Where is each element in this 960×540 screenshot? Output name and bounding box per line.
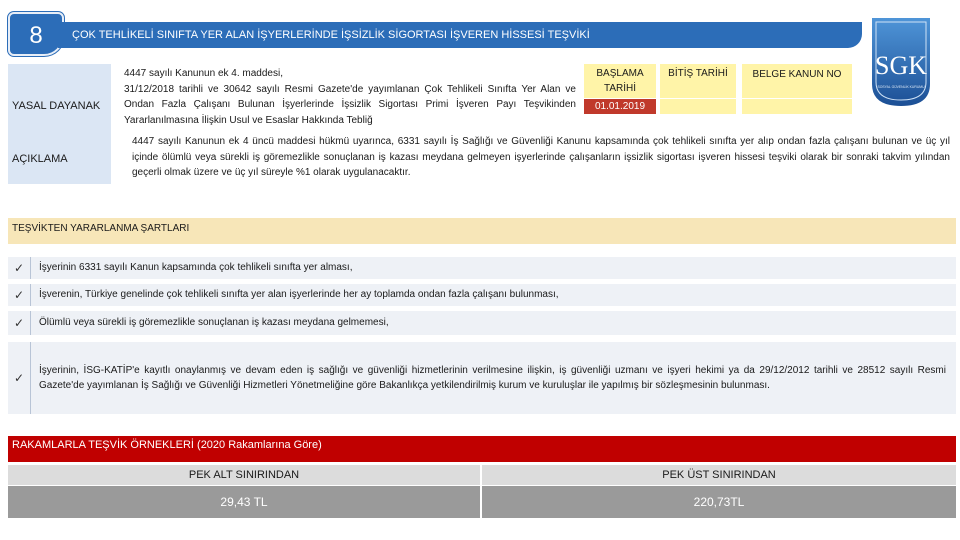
bitis-tarihi-value bbox=[660, 99, 736, 114]
pek-alt-header: PEK ALT SINIRINDAN bbox=[8, 465, 480, 485]
sartlar-title: TEŞVİKTEN YARARLANMA ŞARTLARI bbox=[8, 218, 956, 244]
yasal-dayanak-body: 31/12/2018 tarihli ve 30642 sayılı Resmi Gazete'de yayımlanan Çok Tehlikeli Sınıfta Yer Alan ve Ondan Fazla Çalışanı Bulunan İşyerlerinde İşsizlik Sigortası Primi İşveren Payı Teşvikinden Yararlanılmasına İlişkin Usul ve Esaslar Hakkında Tebliğ bbox=[124, 83, 576, 126]
aciklama-text: 4447 sayılı Kanunun ek 4 üncü maddesi hükmü uyarınca, 6331 sayılı İş Sağlığı ve Güvenliği Kanunu kapsamında çok tehlikeli sınıfta yer alıp ondan fazla çalışanı bulunan ve üç yıl içinde ölümlü veya sürekli iş göremezlikle sonuçlanan iş kazası meydana gelmeyen işyerlerinde çalışanların işsizlik sigortası işveren hissesi teşviki olarak bir sonraki takvim yılından geçerli olmak üzere ve üç yıl süreyle %1 olarak uygulanacaktır. bbox=[132, 136, 950, 178]
yasal-dayanak-text bbox=[124, 66, 576, 128]
condition-item bbox=[8, 311, 956, 335]
condition-text: İşyerinin, İSG-KATİP'e kayıtlı onaylanmış ve devam eden iş sağlığı ve güvenliği hizmetlerinin verilmesine ilişkin, iş güvenliği uzmanı ve işyeri hekimi ya da 29/12/2012 tarihli ve 28512 sayılı Resmi Gazete'de yayımlanan İş Sağlığı ve Güvenliği Hizmetleri Yönetmeliğine göre Bakanlıkça yetkilendirilmiş kurum ve kuruluşlar ile yapılmış bir sözleşmesinin bulunması. bbox=[30, 342, 956, 414]
check-icon: ✓ bbox=[13, 371, 25, 385]
belge-kanun-no-value bbox=[742, 99, 852, 114]
check-icon: ✓ bbox=[13, 288, 25, 302]
logo-text: SGK bbox=[874, 51, 928, 80]
pek-ust-value: 220,73TL bbox=[482, 486, 956, 518]
check-icon: ✓ bbox=[13, 316, 25, 330]
yasal-dayanak-line1: 4447 sayılı Kanunun ek 4. maddesi, bbox=[124, 68, 283, 79]
condition-text: İşyerinin 6331 sayılı Kanun kapsamında çok tehlikeli sınıfta yer alması, bbox=[30, 257, 956, 279]
sgk-logo-icon bbox=[866, 16, 936, 108]
page-title: ÇOK TEHLİKELİ SINIFTA YER ALAN İŞYERLERİNDE İŞSİZLİK SİGORTASI İŞVEREN HİSSESİ TEŞVİKİ bbox=[58, 22, 862, 48]
belge-kanun-no-header: BELGE KANUN NO bbox=[742, 64, 852, 98]
baslama-tarihi-value: 01.01.2019 bbox=[584, 99, 656, 114]
condition-text: İşverenin, Türkiye genelinde çok tehlikeli sınıfta yer alan işyerlerinde her ay toplamda ondan fazla çalışanı bulunması, bbox=[30, 284, 956, 306]
check-icon: ✓ bbox=[13, 261, 25, 275]
condition-item bbox=[8, 284, 956, 306]
condition-item bbox=[8, 342, 956, 414]
condition-text: Ölümlü veya sürekli iş göremezlikle sonuçlanan iş kazası meydana gelmemesi, bbox=[30, 311, 956, 335]
logo-subtext: SOSYAL GÜVENLİK KURUMU bbox=[877, 85, 925, 89]
section-number-badge: 8 bbox=[8, 12, 64, 56]
condition-item bbox=[8, 257, 956, 279]
bitis-tarihi-header: BİTİŞ TARİHİ bbox=[660, 64, 736, 98]
pek-alt-value: 29,43 TL bbox=[8, 486, 480, 518]
yasal-dayanak-label: YASAL DAYANAK bbox=[8, 64, 111, 148]
aciklama-label: AÇIKLAMA bbox=[8, 134, 111, 184]
rakamlarla-tesvik-title: RAKAMLARLA TEŞVİK ÖRNEKLERİ (2020 Rakamlarına Göre) bbox=[8, 436, 956, 462]
baslama-tarihi-header: BAŞLAMA TARİHİ bbox=[584, 64, 656, 98]
pek-ust-header: PEK ÜST SINIRINDAN bbox=[482, 465, 956, 485]
